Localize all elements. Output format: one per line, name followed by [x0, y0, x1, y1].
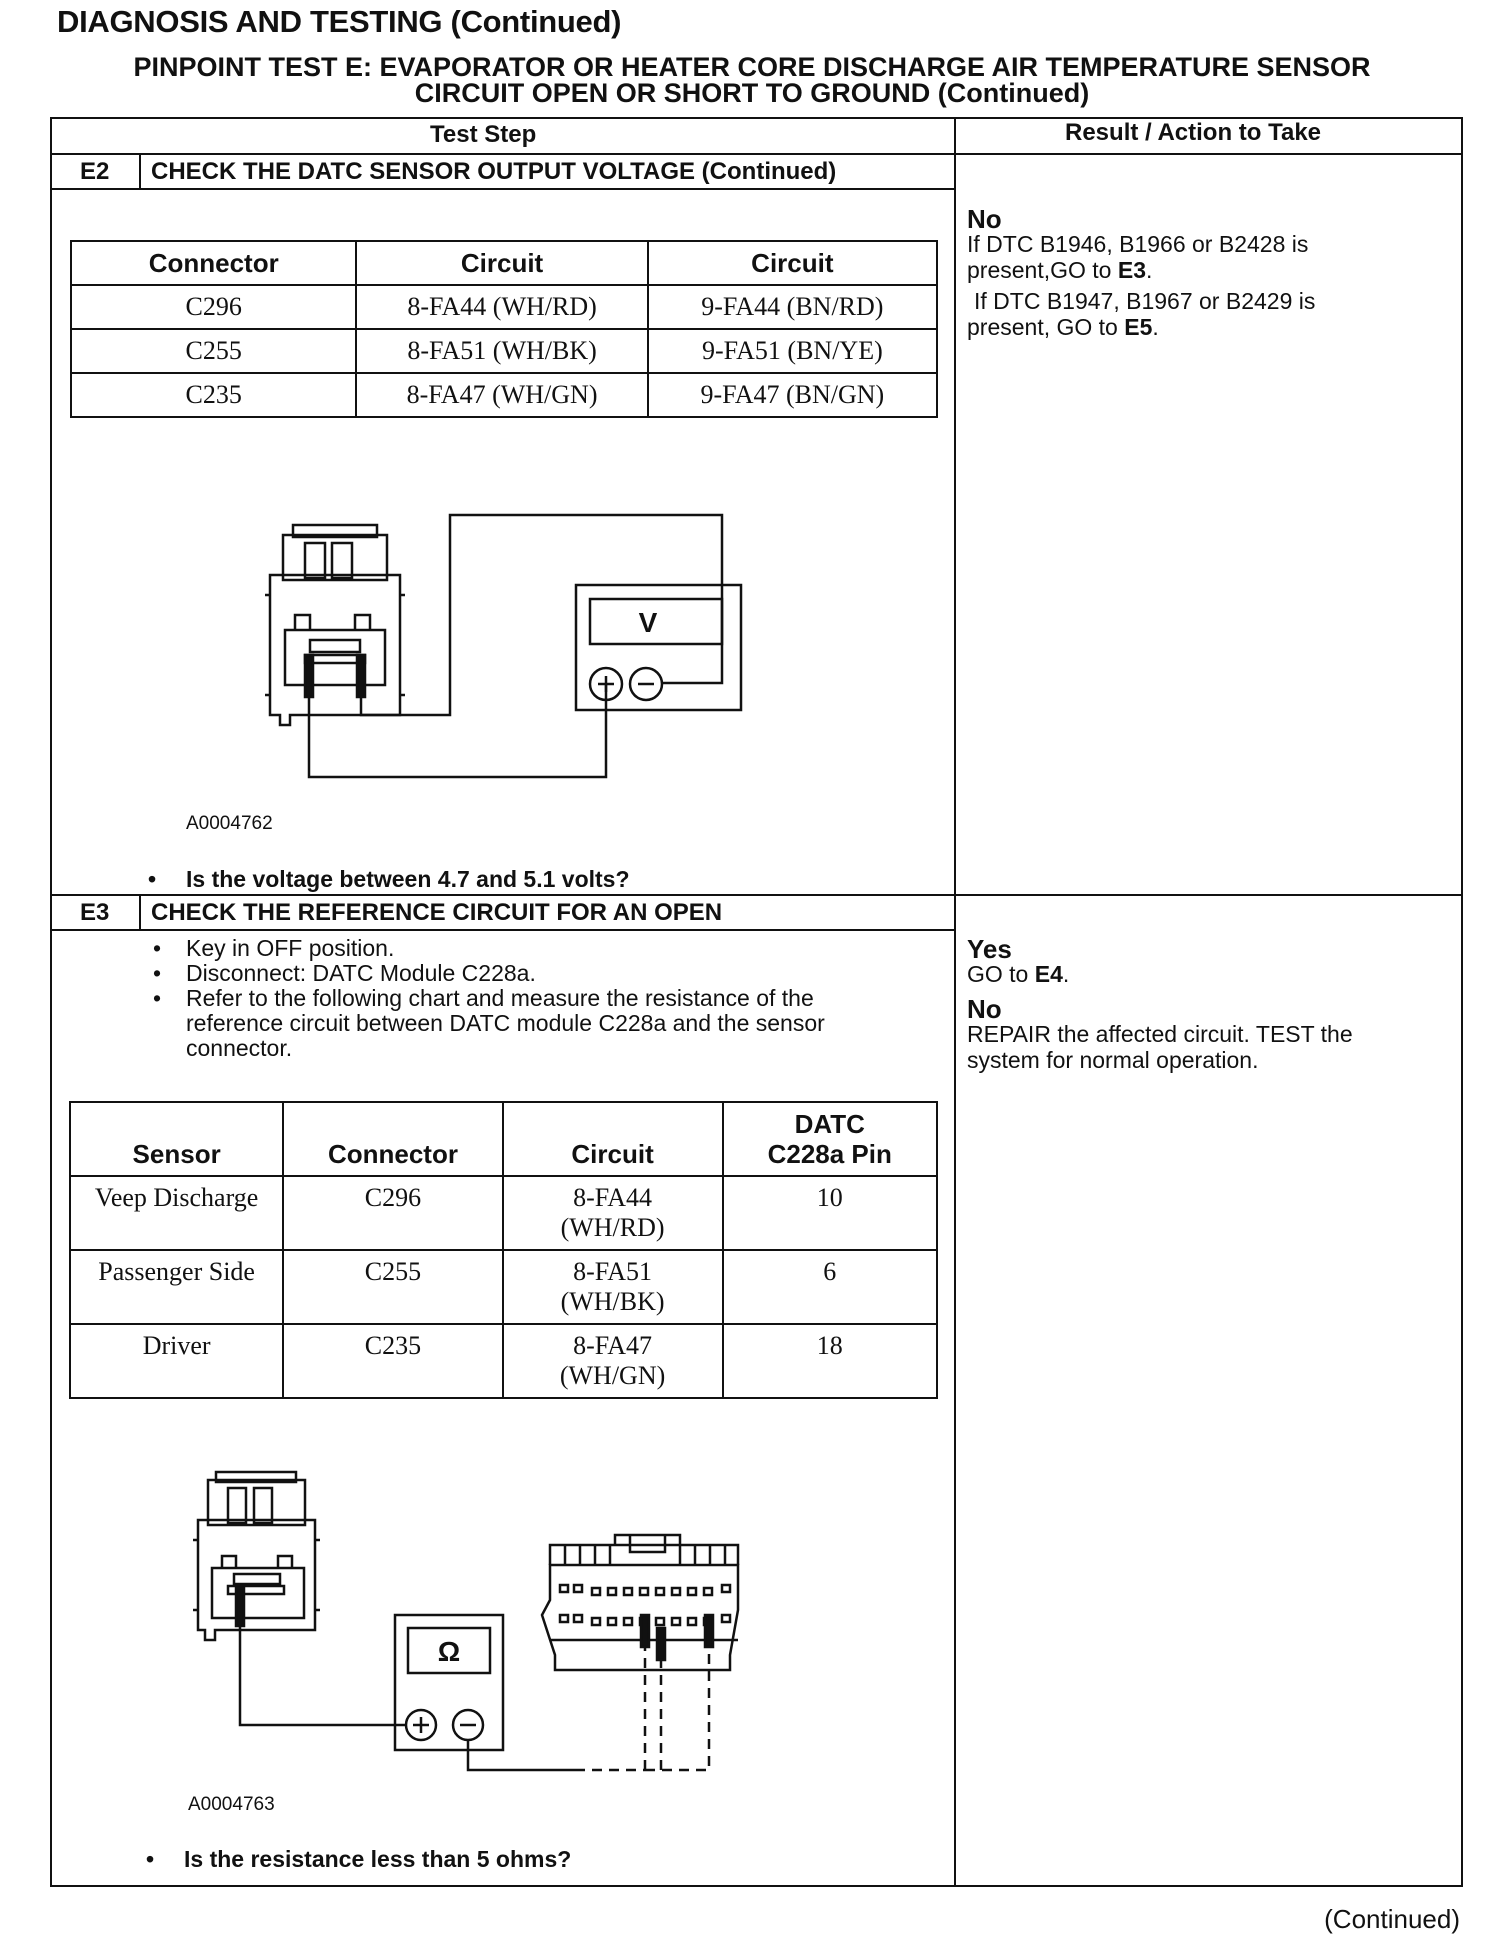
test-step-column-header: Test Step — [430, 121, 537, 148]
table-cell: C255 — [283, 1250, 502, 1324]
table-row — [70, 1176, 937, 1250]
figure-label: A0004762 — [186, 813, 273, 834]
table-cell: 10 — [723, 1176, 938, 1250]
probe-pin — [657, 1628, 665, 1660]
table-header: Connector — [283, 1102, 502, 1176]
table-cell: Passenger Side — [70, 1250, 283, 1324]
e3-reference-table — [69, 1101, 938, 1399]
instruction-item: • Key in OFF position. — [145, 936, 915, 961]
table-cell: 6 — [723, 1250, 938, 1324]
dashed-probe-lead — [575, 1648, 709, 1770]
table-cell: 8-FA44 (WH/RD) — [356, 285, 647, 329]
table-row — [71, 329, 937, 373]
table-header: DATC C228a Pin — [723, 1102, 938, 1176]
e2-no-text-2: If DTC B1947, B1967 or B2429 is present, GO to E5. — [967, 288, 1316, 340]
table-row — [71, 285, 937, 329]
test-lead — [240, 1624, 406, 1725]
table-header: Circuit — [356, 241, 647, 285]
table-cell: 8-FA47 (WH/GN) — [356, 373, 647, 417]
ohmmeter-test-diagram — [190, 1470, 790, 1790]
voltmeter-icon — [576, 585, 741, 710]
test-lead — [468, 1740, 575, 1770]
probe-pin — [357, 655, 365, 697]
meter-symbol: Ω — [437, 1636, 461, 1667]
e3-no-label: No — [967, 994, 1002, 1024]
test-lead — [309, 684, 606, 777]
sensor-connector-icon — [193, 1472, 320, 1640]
sensor-connector-icon — [265, 525, 405, 725]
test-lead — [380, 515, 722, 715]
table-cell: C235 — [71, 373, 356, 417]
table-cell: C255 — [71, 329, 356, 373]
page-title: DIAGNOSIS AND TESTING (Continued) — [57, 4, 622, 39]
e2-no-label: No — [967, 204, 1002, 234]
table-cell: 8-FA47 (WH/GN) — [503, 1324, 723, 1398]
datc-module-connector-icon — [542, 1535, 738, 1670]
table-header: Connector — [71, 241, 356, 285]
table-cell: 8-FA51 (WH/BK) — [503, 1250, 723, 1324]
step-e2-title: CHECK THE DATC SENSOR OUTPUT VOLTAGE (Continued) — [151, 158, 837, 185]
instruction-item: • Disconnect: DATC Module C228a. — [145, 961, 915, 986]
e2-question: • Is the voltage between 4.7 and 5.1 volts? — [186, 866, 630, 893]
probe-pin — [641, 1615, 649, 1647]
table-cell: 8-FA44 (WH/RD) — [503, 1176, 723, 1250]
e2-connector-table — [70, 240, 938, 418]
e3-question: • Is the resistance less than 5 ohms? — [184, 1846, 571, 1873]
instruction-item: • Refer to the following chart and measure the resistance of the reference circuit between DATC module C228a and the sensor connector. — [145, 986, 915, 1061]
e3-no-text: REPAIR the affected circuit. TEST the system for normal operation. — [967, 1021, 1353, 1073]
probe-pin — [705, 1615, 713, 1647]
pinpoint-test-title-line1: PINPOINT TEST E: EVAPORATOR OR HEATER CORE DISCHARGE AIR TEMPERATURE SENSOR — [133, 52, 1371, 82]
e3-instructions — [145, 936, 915, 1061]
header-row-divider — [50, 153, 1461, 155]
table-row — [70, 1250, 937, 1324]
e3-title-divider — [50, 929, 956, 931]
probe-pin — [305, 655, 313, 697]
meter-symbol: V — [638, 607, 658, 638]
e3-id-divider — [139, 894, 141, 931]
probe-pin — [236, 1588, 244, 1626]
table-cell: 8-FA51 (WH/BK) — [356, 329, 647, 373]
table-cell: 9-FA51 (BN/YE) — [648, 329, 937, 373]
table-header: Sensor — [70, 1102, 283, 1176]
table-cell: Veep Discharge — [70, 1176, 283, 1250]
table-header: Circuit — [503, 1102, 723, 1176]
continued-footer: (Continued) — [1324, 1904, 1460, 1934]
e3-top-divider — [50, 894, 1461, 896]
figure-label: A0004763 — [188, 1794, 275, 1815]
column-divider — [954, 117, 956, 1885]
e2-id-divider — [139, 153, 141, 190]
voltmeter-test-diagram — [250, 515, 730, 785]
table-cell: 9-FA44 (BN/RD) — [648, 285, 937, 329]
table-cell: C296 — [71, 285, 356, 329]
table-row — [71, 373, 937, 417]
table-cell: 18 — [723, 1324, 938, 1398]
e3-yes-text: GO to E4. — [967, 961, 1070, 987]
table-row — [70, 1324, 937, 1398]
pinpoint-test-title-line2: CIRCUIT OPEN OR SHORT TO GROUND (Continued) — [414, 78, 1090, 108]
result-column-header: Result / Action to Take — [1065, 119, 1322, 146]
table-cell: Driver — [70, 1324, 283, 1398]
step-e3-title: CHECK THE REFERENCE CIRCUIT FOR AN OPEN — [151, 899, 723, 926]
step-e2-id: E2 — [80, 158, 110, 185]
e3-yes-label: Yes — [967, 934, 1012, 964]
e2-title-divider — [50, 188, 956, 190]
table-header: Circuit — [648, 241, 937, 285]
step-e3-id: E3 — [80, 899, 110, 926]
table-cell: 9-FA47 (BN/GN) — [648, 373, 937, 417]
table-cell: C296 — [283, 1176, 502, 1250]
table-cell: C235 — [283, 1324, 502, 1398]
e2-no-text-1: If DTC B1946, B1966 or B2428 is present,GO to E3. — [967, 231, 1309, 283]
